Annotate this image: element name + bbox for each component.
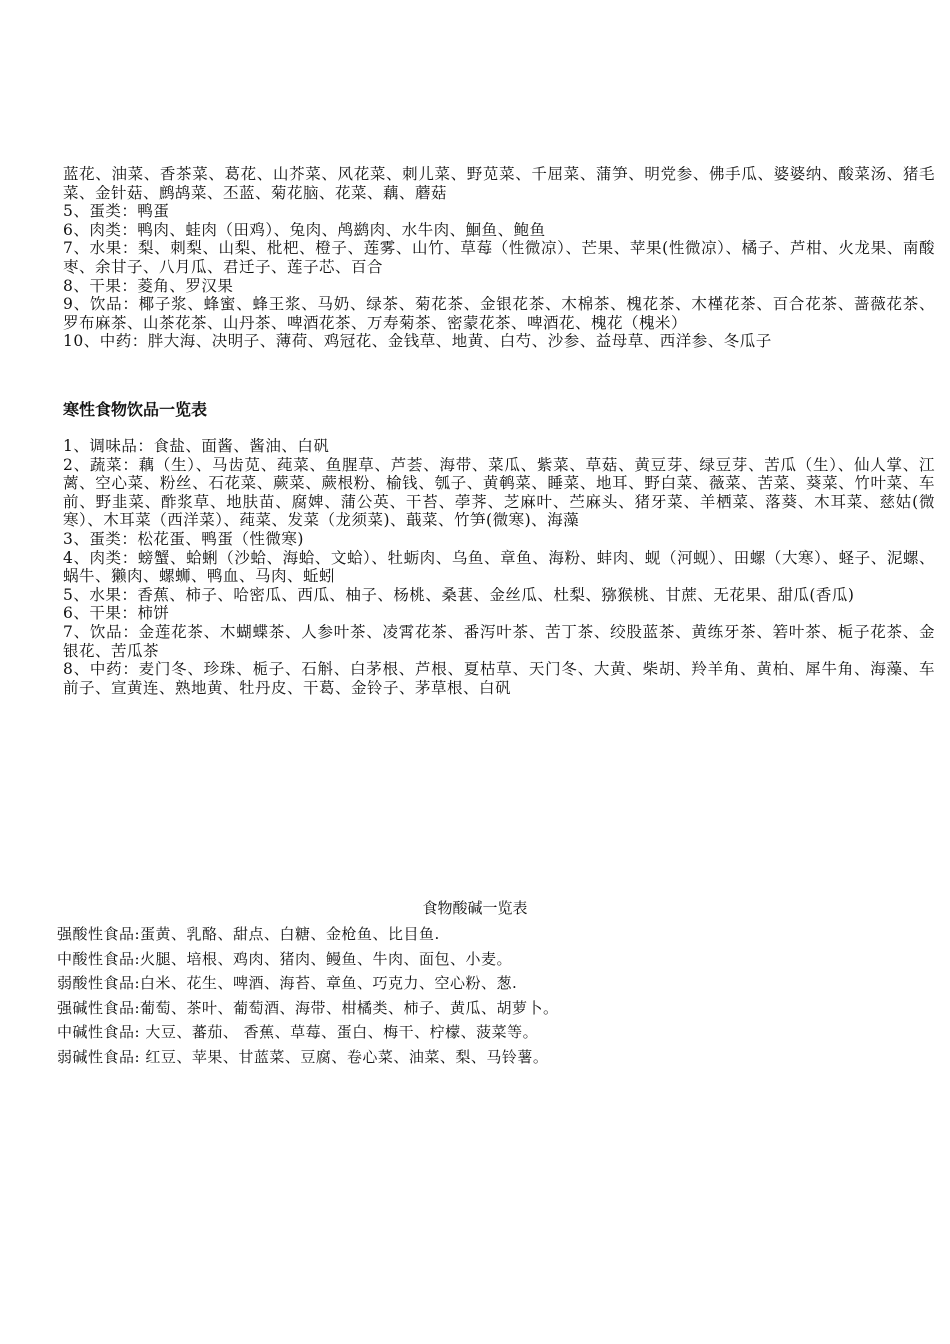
cold-section-heading: 寒性食物饮品一览表: [63, 400, 208, 419]
cold-drinks: 7、饮品：金莲花茶、木蝴蝶茶、人参叶茶、凌霄花茶、番泻叶茶、苦丁茶、绞股蓝茶、黄练牙茶、箬叶茶、栀子花茶、金银花、苦瓜茶: [63, 622, 935, 660]
cold-condiments: 1、调味品：食盐、面酱、酱油、白矾: [63, 437, 330, 455]
medium-alkaline-row: 中碱性食品: 大豆、蕃茄、 香蕉、草莓、蛋白、梅干、柠檬、菠菜等。: [57, 1023, 539, 1041]
cold-vegetables: 2、蔬菜：藕（生）、马齿苋、莼菜、鱼腥草、芦荟、海带、菜瓜、紫菜、草菇、黄豆芽、绿豆芽、苦瓜（生）、仙人掌、江蓠、空心菜、粉丝、石花菜、蕨菜、蕨根粉、榆钱、瓠子、黄鹌菜、睡菜、地耳、野白菜、薇菜、苦菜、葵菜、竹叶菜、车前、野韭菜、酢浆草、地肤苗、腐婢、蒲公英、干苔、荸荠、芝麻叶、苎麻头、猪牙菜、羊栖菜、落葵、木耳菜、慈姑(微寒）、木耳菜（西洋菜）、莼菜、发菜（龙须菜)、蕺菜、竹笋(微寒)、海藻: [63, 455, 935, 530]
strong-alkaline-row: 强碱性食品:葡萄、茶叶、葡萄酒、海带、柑橘类、柿子、黄瓜、胡萝卜。: [57, 998, 559, 1017]
acid-base-title: 食物酸碱一览表: [422, 899, 528, 917]
weak-alkaline-row: 弱碱性食品: 红豆、苹果、甘蓝菜、豆腐、卷心菜、油菜、梨、马铃薯。: [57, 1047, 549, 1066]
warm-medicines: 10、中药：胖大海、决明子、薄荷、鸡冠花、金钱草、地黄、白芍、沙参、益母草、西洋参、冬瓜子: [63, 332, 772, 351]
warm-drinks: 9、饮品：椰子浆、蜂蜜、蜂王浆、马奶、绿茶、菊花茶、金银花茶、木棉茶、槐花茶、木槿花茶、百合花茶、蔷薇花茶、罗布麻茶、山茶花茶、山丹茶、啤酒花茶、万寿菊茶、密蒙花茶、啤酒花、槐花（槐米）: [63, 295, 935, 332]
cold-fruits: 5、水果：香蕉、柿子、哈密瓜、西瓜、柚子、杨桃、桑葚、金丝瓜、杜梨、猕猴桃、甘蔗、无花果、甜瓜(香瓜): [63, 585, 855, 604]
warm-vegetables-continued: 蓝花、油菜、香茶菜、葛花、山芥菜、风花菜、刺儿菜、野苋菜、千屈菜、蒲笋、明党参、佛手瓜、婆婆纳、酸菜汤、猪毛菜、金针菇、鹧鸪菜、丕蓝、菊花脑、花菜、藕、蘑菇: [63, 165, 935, 202]
medium-acid-row: 中酸性食品:火腿、培根、鸡肉、猪肉、鳗鱼、牛肉、面包、小麦。: [57, 949, 513, 968]
weak-acid-row: 弱酸性食品:白米、花生、啤酒、海苔、章鱼、巧克力、空心粉、葱.: [57, 974, 518, 992]
cold-meats: 4、肉类：螃蟹、蛤蜊（沙蛤、海蛤、文蛤）、牡蛎肉、乌鱼、章鱼、海粉、蚌肉、蚬（河蚬）、田螺（大寒）、蛏子、泥螺、蜗牛、獭肉、螺蛳、鸭血、马肉、蚯蚓: [63, 548, 935, 586]
warm-dried-fruits: 8、干果：菱角、罗汉果: [63, 276, 234, 295]
warm-eggs: 5、蛋类：鸭蛋: [63, 202, 170, 221]
cold-eggs: 3、蛋类：松花蛋、鸭蛋（性微寒): [63, 529, 304, 548]
warm-fruits: 7、水果：梨、刺梨、山梨、枇杷、橙子、莲雾、山竹、草莓（性微凉）、芒果、苹果(性微凉）、橘子、芦柑、火龙果、南酸枣、余甘子、八月瓜、君迁子、莲子芯、百合: [63, 239, 935, 276]
cold-medicines: 8、中药：麦门冬、珍珠、栀子、石斛、白茅根、芦根、夏枯草、天门冬、大黄、柴胡、羚羊角、黄柏、犀牛角、海藻、车前子、宣黄连、熟地黄、牡丹皮、干葛、金铃子、茅草根、白矾: [63, 660, 935, 697]
cold-food-list: [63, 437, 935, 697]
warm-food-list: [63, 165, 935, 351]
warm-meats: 6、肉类：鸭肉、蛙肉（田鸡）、兔肉、鸬鹚肉、水牛肉、鮰鱼、鲍鱼: [63, 220, 546, 239]
cold-dried-fruits: 6、干果：柿饼: [63, 604, 170, 623]
strong-acid-row: 强酸性食品:蛋黄、乳酪、甜点、白糖、金枪鱼、比目鱼.: [57, 925, 440, 943]
acid-base-list: [57, 922, 927, 1069]
